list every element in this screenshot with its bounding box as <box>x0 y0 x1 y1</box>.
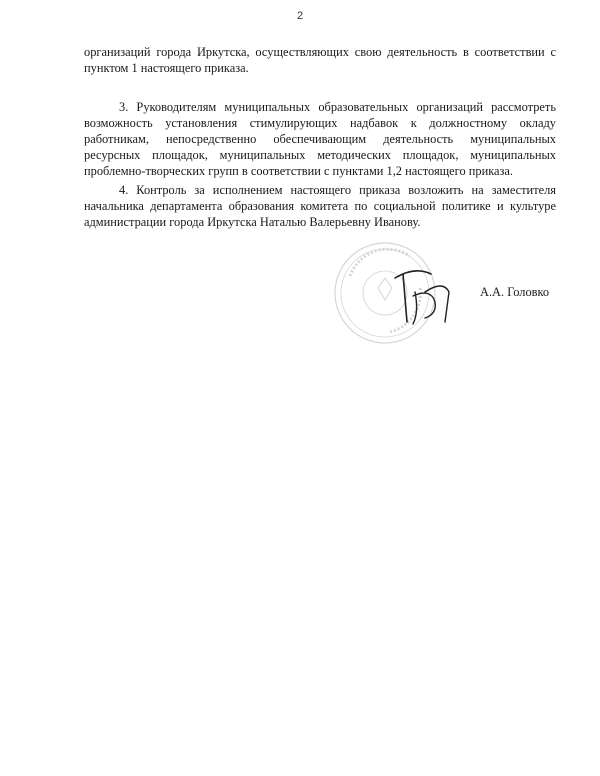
signer-name: А.А. Головко <box>480 285 550 299</box>
paragraph-item-4: 4. Контроль за исполнением настоящего приказа возложить на заместителя начальника департамента образования комитета по социальной политике и культуре администрации города Иркутска Наталью Валерьевну Иванову. <box>84 183 556 229</box>
page-number: 2 <box>296 10 304 22</box>
paragraph-continuation: организаций города Иркутска, осуществляющих свою деятельность в соответствии с пунктом 1 настоящего приказа. <box>84 45 556 75</box>
handwritten-signature <box>385 262 465 332</box>
paragraph-item-3: 3. Руководителям муниципальных образовательных организаций рассмотреть возможность установления стимулирующих надбавок к должностному окладу работникам, непосредственно обеспечивающим деятельность муниципальных ресурсных площадок, муниципальных методических площадок, муниципальных проблемно-творческих групп в соответствии с пунктами 1,2 настоящего приказа. <box>84 100 556 178</box>
